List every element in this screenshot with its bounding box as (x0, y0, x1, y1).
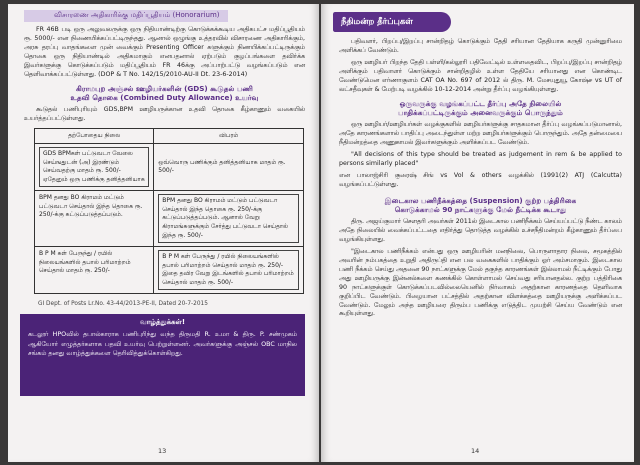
heading-line1: ஒருவருக்கு வழங்கப்பட்ட தீர்ப்பு அதே நிலையில் (399, 98, 562, 108)
allowance-table (34, 128, 304, 294)
honorarium-paragraph: FR 46B படி ஒரு அலுவலருக்கு ஒரு நிதியாண்டிற்கு கொடுக்கக்கூடிய அதிகபட்ச மதிப்பூதியம் ரூ. 5000/- என நிணையிக்கப்பட்டிருந்தது. ஆனால் ஒழுங்கு உத்தரவில் விசாரணை அதிகாரிக்கும், அரசு தரப்பு வாதங்களை முன் வைக்கும் Presenting Officer களுக்கும் நிணயிக்கப்பட்டிருக்கும் தொகை ஒரு நிதியாண்டில் அதிகமாகும் எனபதனால் ஏற்படும் குழப்பங்களை தவிர்க்க இவர்களுக்கு கொடுக்கப்படும் மதிப்பூதியம் FR 46க்கு அப்பாற்பட்டு வழங்கப்படும் என தெளிவாக்கப்பட்டுள்ளது. (DOP & T No. 142/15/2010-AU-II Dt. 23-6-2014) (24, 25, 305, 78)
court-judgements-banner: நீதிமன்ற தீர்ப்புகள் (333, 12, 451, 32)
table-row (35, 144, 304, 191)
judgement-quote: "All decisions of this type should be treated as judgement in rem & be applied to persons similarly placed" (339, 150, 622, 167)
suspension-paragraph-1: திரு. அஜய்குமார் சௌதரி அவர்கள் 2011ல் இடைகால பணிநீக்கம் செய்யப்பட்டு நீண்ட காலம் அதே நிலையில் வைக்கப்பட்டதை எதிர்த்து தொடுத்த வழக்கில் உச்சநீதிமன்றம் கீழ்காணும் தீர்ப்பை வழங்கியுள்ளது. (339, 218, 622, 243)
left-page (8, 4, 319, 462)
table-cell: B P M கள் பேருந்து / ரயில் நிலையங்களில் தபால் பரிமாற்றம் செய்தால் மாதம் ரூ. 250/- (39, 250, 131, 275)
birthdate-paragraph: ஒரு ஊழியர் பிறந்த தேதி பள்ளி/கல்லூரி பதிவேட்டில் உள்ளதைவிட, பிறப்பு/இறப்பு சான்றிதழ் அளிக்கும் பதிவாளர் கொடுக்கும் சான்றிதழில் உள்ள தேதியே சரியானது என கொண்டிட வேண்டுமென எர்ணாகுளம் CAT OA No. 697 of 2012 ல் திரு. M. மேசயுதுயூ கோஷ்ச vs UT of லட்சதீவுகள் & மேற்படி வழக்கில் 10-12-2014 அன்று தீர்ப்பு வழங்கியுள்ளது. (339, 58, 622, 93)
table-header-detail: விபரம் (154, 128, 304, 144)
gds-heading-line2: உதவி தொகை (Combined Duty Allowance) உயர்வு (70, 93, 259, 103)
table-row (35, 191, 304, 247)
table-cell: B P M கள் பேருந்து / ரயில் நிலையங்களில் தபால் பரிமாற்றம் செய்தால் மாதம் ரூ. 250/- இதை தவிர வேறு இடங்களில் தபால் பரிமாற்றம் செய்தால் மாதம் ரூ. 500/- (158, 250, 299, 290)
gi-reference: GI Dept. of Posts Lr.No. 43-44/2013-PE-II, Dated 20-7-2015 (38, 301, 208, 308)
table-cell: GDS BPMகள் பட்டுவடா வேலை செய்ஙதுடன் (அ) இரண்டும் செய்வதற்கு மாதம் ரூ. 500/- ஏதேனும் ஒரு பணிக்கு தனித்தனியாக (39, 147, 149, 187)
honorarium-heading: விசாரணை அதிகாரிக்கு மதிப்பூதியம் (Honorarium) (24, 10, 228, 22)
suspension-heading (339, 196, 622, 215)
suspension-paragraph-2: "இடைகால பணிநீக்கம் என்பது ஒரு ஊழியரின் மனநிலை, பொருளாதார நிலை, சமூகத்தில் அவரின் நம்பகத்தை உறுதி அதிருப்தி என பல வகைகளில் பாதிக்கும் ஓர் அம்சமாகும். இடைகால பணி நீக்கம் செய்து அதனை 90 நாட்களுக்கு மேல் தகுந்த காரணங்கள் இல்லாமல் நீட்டிக்கும் போது அது ஊழியருக்கு இன்னல்களை கணக்கில் கொள்ளாமல் செய்வது சரியானதல்ல. குற்ற பத்திரிகை 90 நாட்களுக்குள் கொடுக்கப்படவில்லையெனில் நிர்வாகம் அதற்கான காரணத்தை தெளிவாக குறிப்பிட வேண்டும். பிழையான பட்சத்தில் அதற்கான விளக்கத்தை ஊழியருக்கு அளிக்கப்பட வேண்டும். மேலும் அந்த ஊழியரை திரும்ப பணிக்கு எடுத்திட முயற்சி செய்ய வேண்டும் என கூறியுள்ளது. (339, 247, 622, 318)
table-cell: BPM தனது BO கிராமம் மட்டும் பட்டுவடா செய்தால் இந்த தொகை ரூ. 250/-க்கு கட்டுப்படுத்தப்படும். ஆனால் வேறு கிராமங்களுக்கும் சேர்த்து பட்டுவடா செய்தால் இந்த ரூ. 500/- (158, 194, 299, 243)
heading-line1: இடைகால பணிநீக்கத்தை (Suspension) குற்ற பத்திரிகை (384, 195, 577, 205)
judgement-quote-source: என பாலாஜ்சிரி குரைஷ் சிங் vs Vol & others வழக்கில் (1991(2) ATJ (Calcutta) வழங்கப்பட்டுள்ளது. (339, 171, 622, 188)
table-header-row (35, 128, 304, 144)
table-header-current: தற்போதைய நிலை (35, 128, 154, 144)
congratulations-body: கடலூர் HPOவில் தபால்காராக பணிபுரிந்து வந்த திருமதி R. உமா & திரு. P. சண்முகம் ஆகியோர் எழுத்தர்களாக பதவி உயர்வு பெற்றுள்ளனர். அவர்களுக்கு அஞ்சல் OBC மாநில சங்கம் தனது வாழ்த்துக்களை தெரிவித்துக்கொள்கிறது. (28, 330, 297, 358)
heading-line2: கொடுக்காமல் 90 நாட்களுக்கு மேல் நீட்டிக்க கூடாது (394, 205, 567, 215)
congratulations-box (20, 314, 305, 396)
page-number-left: 13 (158, 446, 167, 455)
gds-paragraph: கூடுதல் பணிபுரியும் GDS,BPM ஊழியருக்கான உதவி தொகை கீழ்காணும் வகையில் உயர்த்தப்பட்டுள்ளது. (24, 106, 305, 122)
congratulations-title: வாழ்த்துக்கள்! (139, 318, 186, 327)
right-page (321, 4, 634, 462)
table-cell: BPM தனது BO கிராமம் மட்டும் பட்டுவடா செய்தால் இந்த தொகை ரூ. 250/-க்கு கட்டுப்படுத்தப்படும். (39, 194, 143, 219)
heading-line2: பாதிக்கப்பட்டிருக்கும் அனைவருக்கும் பொருந்தும் (398, 108, 563, 118)
gds-heading (24, 84, 305, 103)
gds-heading-line1: கிராமபுற அஞ்சல் ஊழியர்களின் (GDS) கூடுதல் பணி (75, 83, 254, 93)
table-cell: ஒவ்வொரு பணிக்கும் தனித்தனியாக மாதம் ரூ. 500/- (158, 158, 286, 175)
table-row (35, 247, 304, 294)
judgement-applicability-heading (339, 99, 622, 118)
page-number-right: 14 (471, 446, 480, 455)
judgement-paragraph: ஒரு ஊழியர்/ஊழியர்கள் வழக்குகளில் ஊழியர்களுக்கு சாதகமான தீர்ப்பு வழங்கப்படுமானால், அதே காரணங்களால் பாதிப்பு அடைந்துள்ள மற்ற ஊழியர்களுக்கும் பொருந்தும். அதே தன்மையை நீதிமன்றத்தை அணுகாமல் இவர்களுக்கும் அளிக்கப்பட வேண்டும். (339, 121, 622, 146)
birthdate-intro: பதிவளர், பிறப்பு/இறப்பு சான்றிதழ் கொடுக்கும் தேதி சரியான தேதியாக கருதி முன்னுரிமை அளிக்கப் வேண்டும். (339, 38, 622, 54)
